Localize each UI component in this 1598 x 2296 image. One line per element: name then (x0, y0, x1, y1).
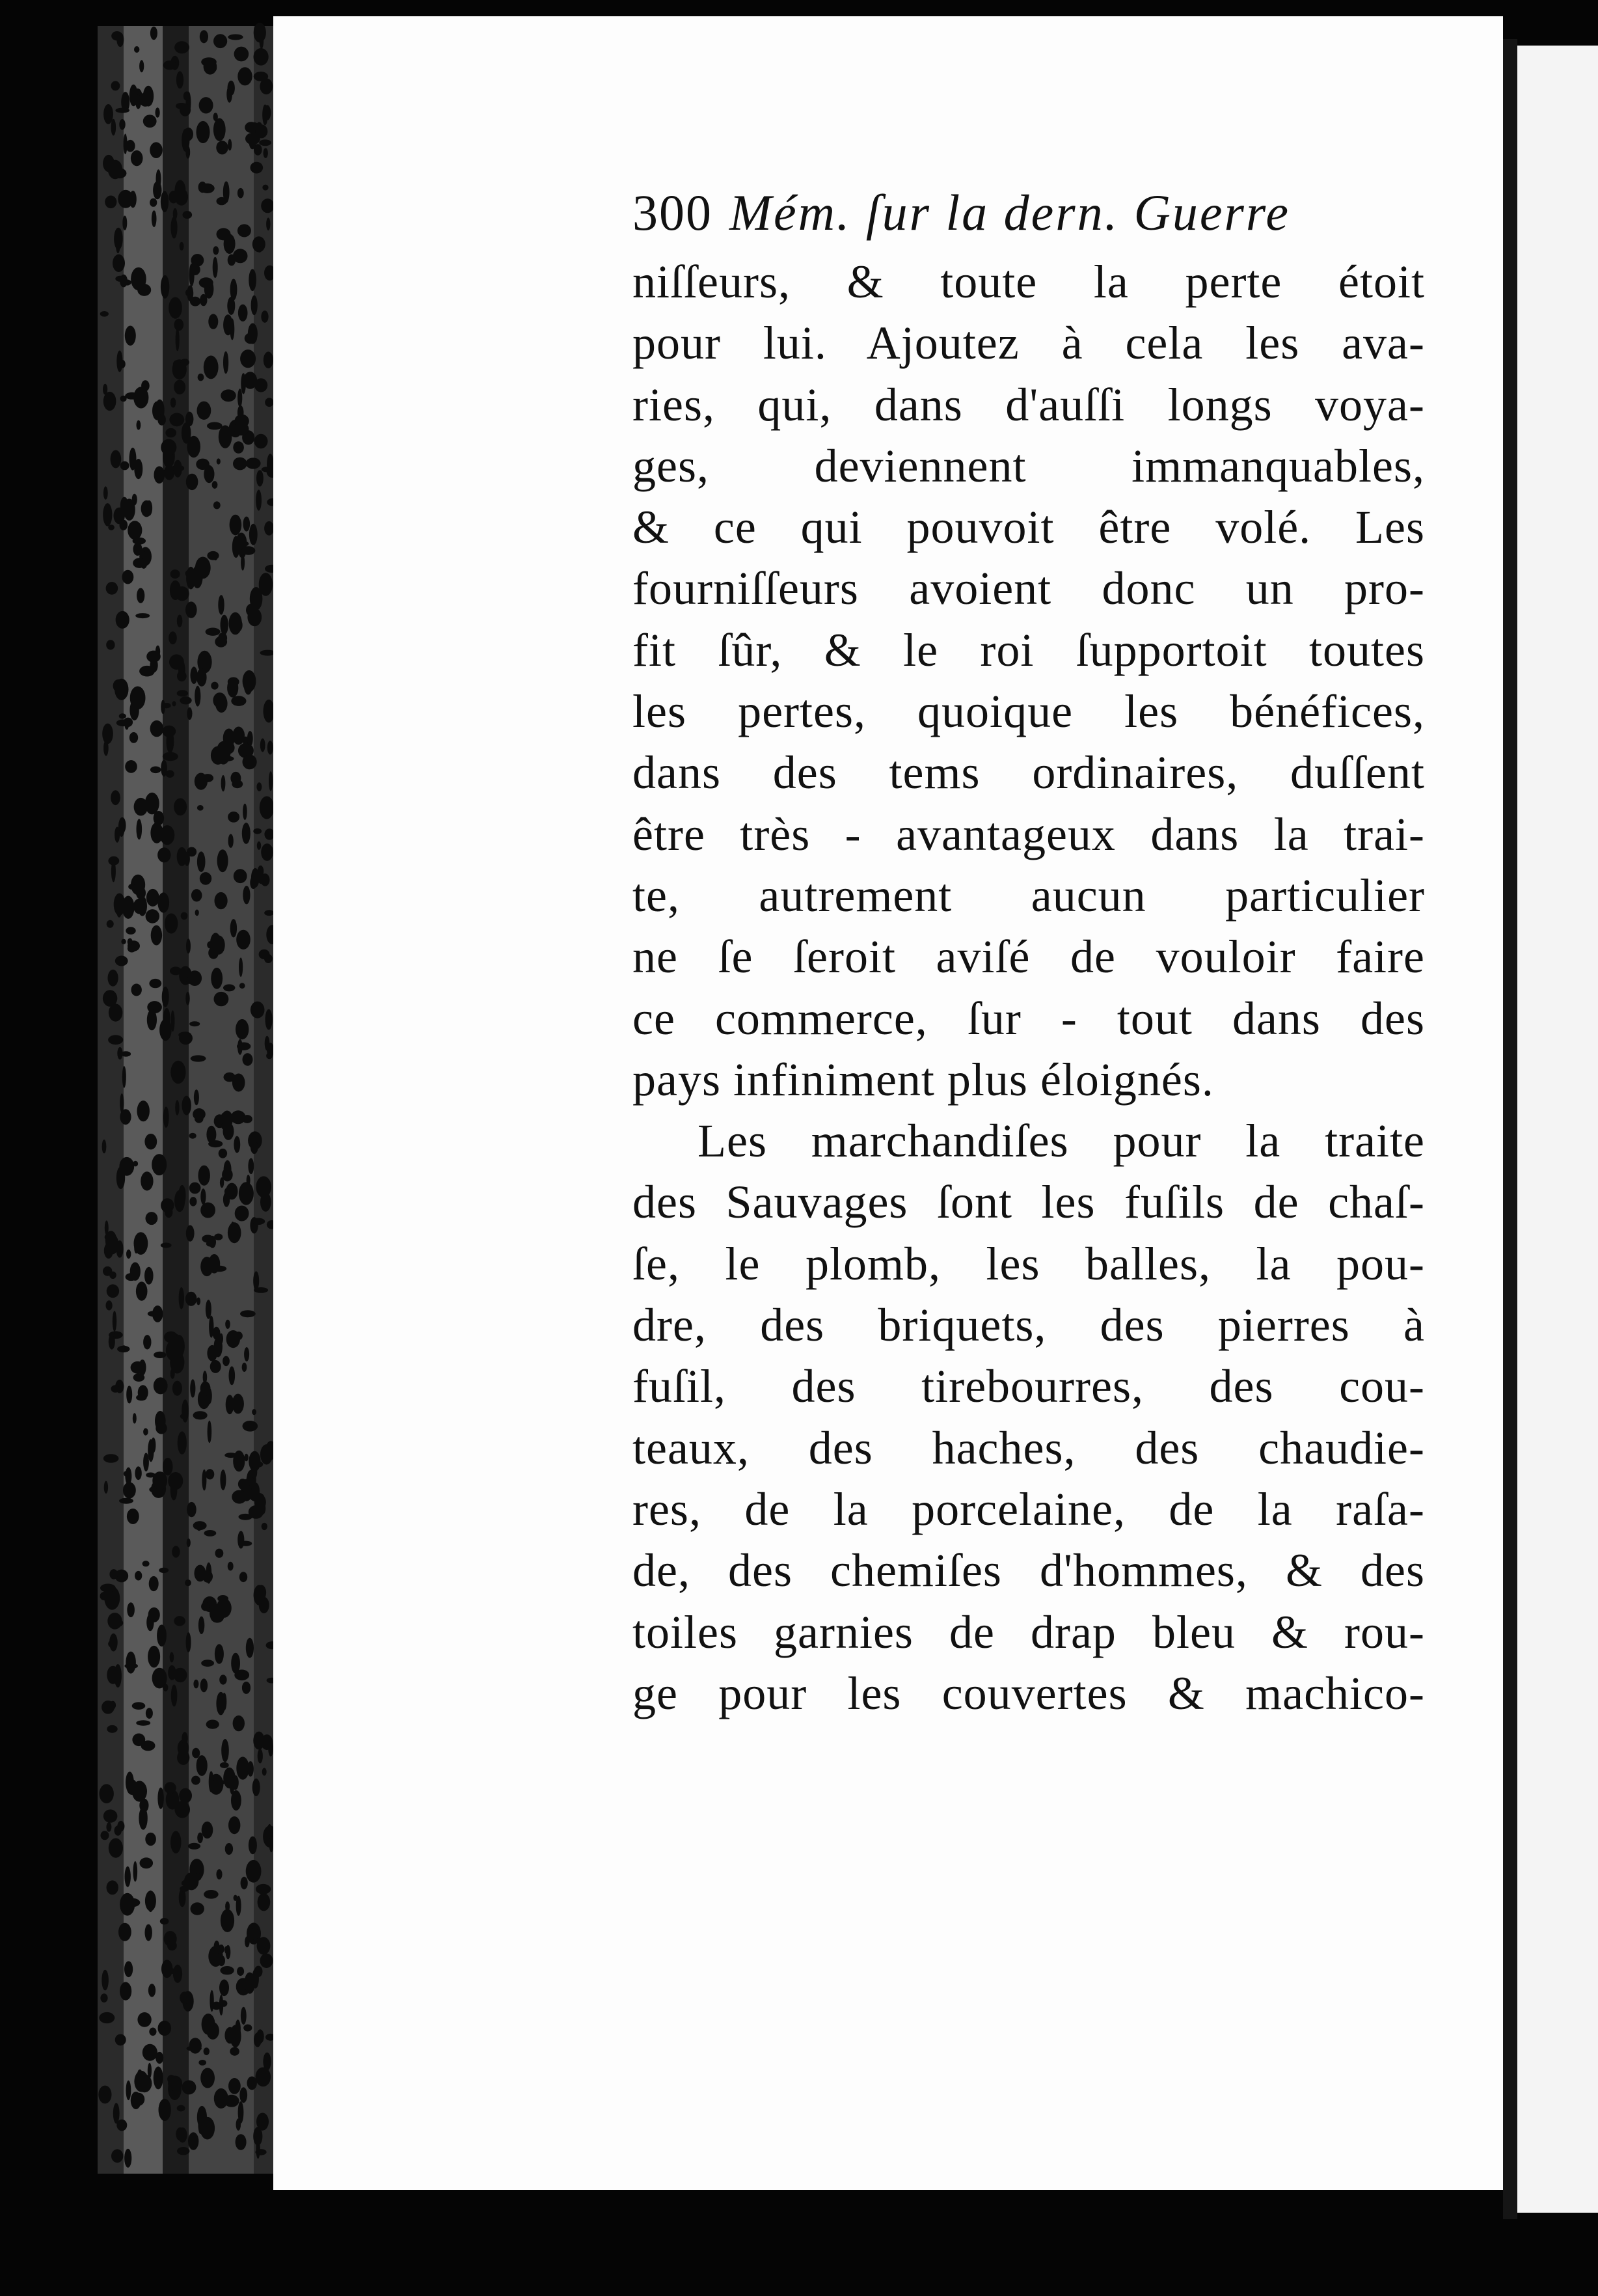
text-line: dans des tems ordinaires, duſſent (632, 746, 1425, 799)
text-line: dre, des briquets, des pierres à (632, 1299, 1425, 1352)
text-line: res, de la porcelaine, de la raſa- (632, 1483, 1425, 1535)
text-line: teaux, des haches, des chaudie- (632, 1421, 1425, 1474)
text-line: niſſeurs, & toute la perte étoit (632, 256, 1425, 308)
text-line: les pertes, quoique les bénéfices, (632, 685, 1425, 738)
page-number: 300 (632, 184, 712, 241)
text-line: fuſil, des tirebourres, des cou- (632, 1360, 1425, 1413)
text-line: & ce qui pouvoit être volé. Les (632, 501, 1425, 554)
text-line: fourniſſeurs avoient donc un pro- (632, 562, 1425, 615)
text-line: ſe, le plomb, les balles, la pou- (632, 1237, 1425, 1290)
running-title: Mém. ſur la dern. Guerre (729, 184, 1290, 241)
text-line: être très - avantageux dans la trai- (632, 808, 1425, 860)
facing-page-edge (1503, 39, 1598, 2219)
text-line: ce commerce, ſur - tout dans des (632, 992, 1425, 1045)
page-header (632, 174, 1425, 251)
text-line: toiles garnies de drap bleu & rou- (632, 1606, 1425, 1658)
text-line: ges, deviennent immanquables, (632, 439, 1425, 492)
book-edge (98, 23, 280, 2174)
text-line: ge pour les couvertes & machico- (632, 1667, 1425, 1719)
text-line: fit ſûr, & le roi ſupportoit toutes (632, 623, 1425, 676)
text-line: pour lui. Ajoutez à cela les ava- (632, 317, 1425, 370)
text-line: de, des chemiſes d'hommes, & des (632, 1544, 1425, 1597)
text-line: te, autrement aucun particulier (632, 869, 1425, 922)
text-block (632, 174, 1425, 1724)
text-line: ne ſe ſeroit aviſé de vouloir faire (632, 931, 1425, 983)
text-line: des Sauvages ſont les fuſils de chaſ- (632, 1176, 1425, 1229)
text-line: ries, qui, dans d'auſſi longs voya- (632, 378, 1425, 431)
text-line: Les marchandiſes pour la traite (697, 1115, 1425, 1168)
text-line: pays infiniment plus éloignés. (632, 1053, 1214, 1106)
